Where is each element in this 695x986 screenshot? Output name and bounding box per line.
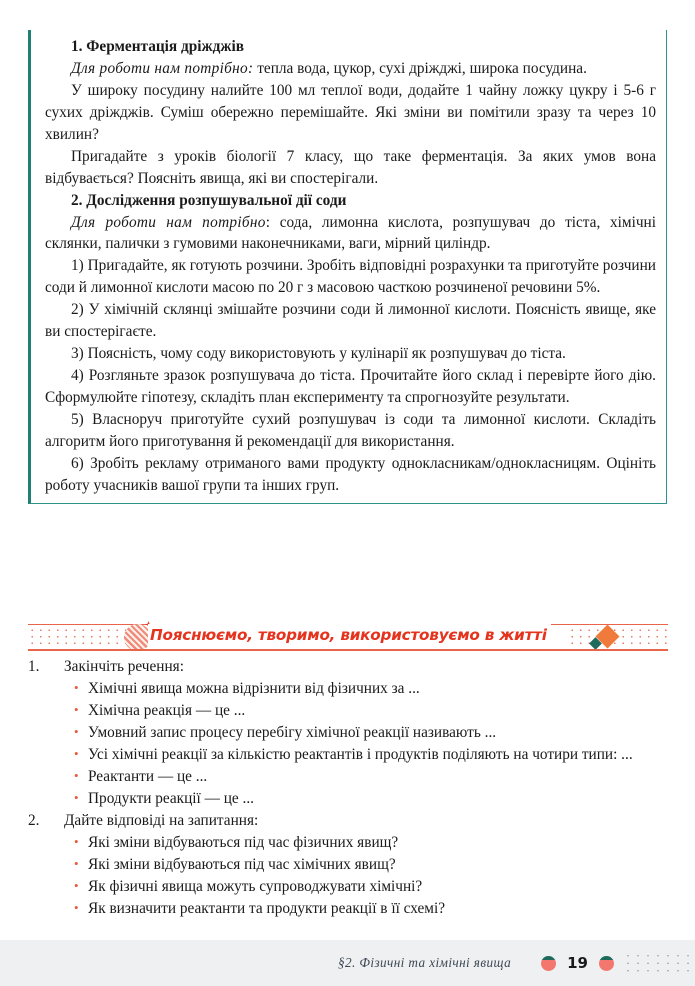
question-1-header — [28, 656, 673, 678]
bullet-icon: • — [74, 746, 79, 762]
footer-dot-right-icon — [599, 956, 614, 971]
bullet-text: Як визначити реактанти та продукти реакції в її схемі? — [88, 900, 446, 918]
list-item — [28, 766, 673, 788]
list-item — [28, 832, 673, 854]
question-1-title: Закінчіть речення: — [64, 658, 184, 675]
bullet-icon: • — [74, 900, 79, 916]
list-item — [28, 700, 673, 722]
bullet-icon: • — [74, 702, 79, 718]
bullet-icon: • — [74, 724, 79, 740]
task1-heading: 1. Ферментація дріжджів — [71, 38, 244, 55]
bullet-icon: • — [74, 834, 79, 850]
bullet-text: Продукти реакції — це ... — [88, 790, 255, 808]
bullet-icon: • — [74, 768, 79, 784]
rubric-rule-bottom — [28, 649, 668, 651]
task2-materials-list: : сода, лимонна кислота, розпушувач до тіста, хімічні склянки, палички з гумовими наконечниками, ваги, мірний циліндр. — [45, 213, 656, 253]
question-2-title: Дайте відповіді на запитання: — [64, 812, 259, 830]
list-item — [28, 678, 673, 700]
task1-materials-label: Для роботи нам потрібно: — [71, 59, 254, 77]
page-number: 19 — [567, 954, 588, 972]
question-item-2 — [28, 810, 673, 920]
task2-materials-label: Для роботи нам потрібно — [71, 213, 266, 231]
bullet-text: Хімічні явища можна відрізнити від фізичних за ... — [88, 680, 420, 698]
task1-materials — [45, 58, 656, 80]
list-item — [28, 744, 673, 766]
questions-list — [28, 656, 673, 920]
task2-step-2: 2) У хімічній склянці змішайте розчини соди й лимонної кислоти. Поясність явище, яке ви спостерігаєте. — [45, 301, 656, 341]
task2-materials — [45, 212, 656, 256]
task2-step-3: 3) Поясність, чому соду використовують у кулінарії як розпушувач до тіста. — [71, 345, 566, 363]
striped-circle-icon — [124, 624, 151, 651]
footer-dot-left-icon — [541, 956, 556, 971]
question-item-1 — [28, 656, 673, 810]
task2-step-5: 5) Власноруч приготуйте сухий розпушувач із соди та лимонної кислоти. Складіть алгоритм його приготування й рекомендації для використання. — [45, 410, 656, 450]
bullet-icon: • — [74, 790, 79, 806]
question-2-bullets — [28, 832, 673, 920]
bullet-text: Які зміни відбуваються під час хімічних явищ? — [88, 856, 396, 874]
bullet-text: Хімічна реакція — це ... — [88, 702, 246, 720]
question-1-number: 1. — [28, 658, 40, 675]
list-item — [28, 898, 673, 920]
footer-dot-pattern-icon — [623, 952, 689, 974]
list-item — [28, 876, 673, 898]
bullet-text: Реактанти — це ... — [88, 768, 208, 786]
bullet-text: Усі хімічні реакції за кількістю реактантів і продуктів поділяють на чотири типи: ... — [88, 746, 633, 764]
page-footer — [0, 940, 695, 986]
question-2-header — [28, 810, 673, 832]
list-item — [28, 854, 673, 876]
task1-paragraph-1: У широку посудину налийте 100 мл теплої води, додайте 1 чайну ложку цукру і 5-6 г сухих дріжджів. Суміш обережно перемішайте. Які зміни ви помітили зразу та через 10 хвилин? — [45, 81, 656, 143]
lab-work-box — [28, 30, 667, 504]
question-2-number: 2. — [28, 812, 40, 830]
task2-step-1: 1) Пригадайте, як готують розчини. Зробіть відповідні розрахунки та приготуйте розчини соди й лимонної кислоти масою по 20 г з масовою часткою розчиненої речовини 5%. — [45, 257, 656, 297]
bullet-text: Які зміни відбуваються під час фізичних явищ? — [88, 834, 399, 852]
rubric-title: Пояснюємо, творимо, використовуємо в житті — [148, 624, 551, 647]
bullet-text: Як фізичні явища можуть супроводжувати хімічні? — [88, 878, 423, 896]
rubric-header — [28, 620, 668, 654]
task2-step-4: 4) Розгляньте зразок розпушувача до тіста. Прочитайте його склад і перевірте його дію. Сформулюйте гіпотезу, складіть план експерименту та спрогнозуйте результати. — [45, 367, 656, 406]
list-item — [28, 722, 673, 744]
task2-heading: 2. Дослідження розпушувальної дії соди — [71, 191, 347, 209]
bullet-text: Умовний запис процесу перебігу хімічної реакції називають ... — [88, 724, 497, 742]
question-1-bullets — [28, 678, 673, 810]
task1-materials-list: тепла вода, цукор, сухі дріжджі, широка посудина. — [253, 59, 587, 77]
bullet-icon: • — [74, 680, 79, 696]
bullet-icon: • — [74, 856, 79, 872]
list-item — [28, 788, 673, 810]
bullet-icon: • — [74, 878, 79, 894]
task2-step-6: 6) Зробіть рекламу отриманого вами продукту однокласникам/однокласницям. Оцініть роботу учасників вашої групи та інших груп. — [45, 454, 656, 494]
task1-paragraph-2: Пригадайте з уроків біології 7 класу, що таке ферментація. За яких умов вона відбувається? Поясніть явища, які ви спостерігали. — [45, 147, 656, 187]
running-head: §2. Фізичні та хімічні явища — [338, 955, 512, 970]
